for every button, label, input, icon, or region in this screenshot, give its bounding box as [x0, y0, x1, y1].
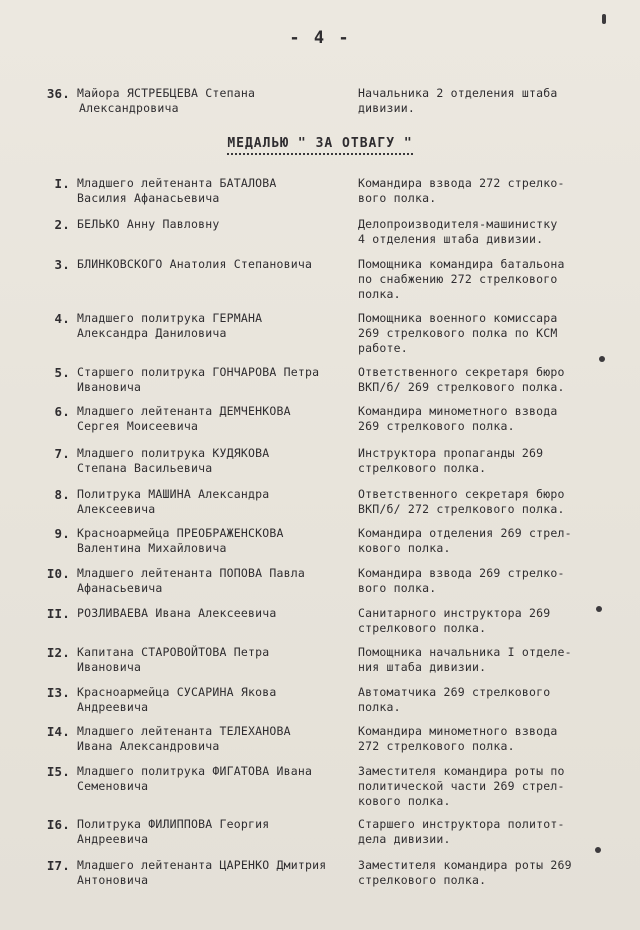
ink-mark	[595, 847, 601, 853]
ink-mark	[602, 14, 606, 24]
entry-role: Инструктора пропаганды 269 стрелкового полка.	[358, 446, 544, 475]
entry-role: Командира минометного взвода 269 стрелкового полка.	[358, 404, 558, 433]
entry-role: Санитарного инструктора 269 стрелкового полка.	[358, 606, 551, 635]
entry-name: Младшего лейтенанта ДЕМЧЕНКОВА Сергея Моисеевича	[77, 404, 291, 433]
entry-role: Ответственного секретаря бюро ВКП/б/ 272 стрелкового полка.	[358, 487, 565, 516]
entry-role: Делопроизводителя-машинистку 4 отделения штаба дивизии.	[358, 217, 558, 246]
entry-number: I3.	[46, 685, 70, 700]
entry-number: 2.	[54, 217, 70, 232]
entry-number: I5.	[46, 764, 70, 779]
entry-name: Младшего политрука ФИГАТОВА Ивана Семеновича	[77, 764, 313, 793]
entry-name: Младшего лейтенанта ПОПОВА Павла Афанасьевича	[77, 566, 305, 595]
entry-role: Помощника командира батальона по снабжению 272 стрелкового полка.	[358, 257, 565, 301]
entry-name: Капитана СТАРОВОЙТОВА Петра Ивановича	[77, 645, 270, 674]
entry-number: I6.	[46, 817, 70, 832]
entry-name: Политрука МАШИНА Александра Алексеевича	[77, 487, 270, 516]
entry-name: Младшего лейтенанта ЦАРЕНКО Дмитрия Антоновича	[77, 858, 327, 887]
entry-number: 9.	[54, 526, 70, 541]
entry-role: Командира отделения 269 стрел- кового полка.	[358, 526, 572, 555]
entry-role: Заместителя командира роты 269 стрелкового полка.	[358, 858, 572, 887]
entry-name: Младшего лейтенанта БАТАЛОВА Василия Афанасьевича	[77, 176, 277, 205]
entry-role: Автоматчика 269 стрелкового полка.	[358, 685, 551, 714]
entry-number: I0.	[46, 566, 70, 581]
section-title: МЕДАЛЬЮ " ЗА ОТВАГУ "	[0, 136, 640, 151]
entry-name: Младшего политрука ГЕРМАНА Александра Даниловича	[77, 311, 263, 340]
entry-name: Старшего политрука ГОНЧАРОВА Петра Ивановича	[77, 365, 320, 394]
entry-role: Начальника 2 отделения штаба дивизии.	[358, 86, 558, 115]
entry-name: БЛИНКОВСКОГО Анатолия Степановича	[77, 257, 313, 271]
entry-role: Командира минометного взвода 272 стрелкового полка.	[358, 724, 558, 753]
ink-mark	[599, 356, 605, 362]
entry-name: БЕЛЬКО Анну Павловну	[77, 217, 220, 231]
entry-number: I7.	[46, 858, 70, 873]
entry-role: Командира взвода 272 стрелко- вого полка.	[358, 176, 565, 205]
entry-role: Командира взвода 269 стрелко- вого полка.	[358, 566, 565, 595]
entry-number: I2.	[46, 645, 70, 660]
entry-name: Красноармейца СУСАРИНА Якова Андреевича	[77, 685, 277, 714]
entry-role: Старшего инструктора политот- дела дивизии.	[358, 817, 565, 846]
entry-name: РОЗЛИВАЕВА Ивана Алексеевича	[77, 606, 277, 620]
entry-number: 5.	[54, 365, 70, 380]
entry-role: Помощника начальника I отделе- ния штаба дивизии.	[358, 645, 572, 674]
page-number: - 4 -	[289, 28, 351, 48]
entry-number: 6.	[54, 404, 70, 419]
entry-name: Младшего политрука КУДЯКОВА Степана Васильевича	[77, 446, 270, 475]
entry-number: 7.	[54, 446, 70, 461]
entry-name: Майора ЯСТРЕБЦЕВА Степана Александровича	[77, 86, 256, 115]
entry-role: Заместителя командира роты по политической части 269 стрел- кового полка.	[358, 764, 565, 808]
entry-number: I4.	[46, 724, 70, 739]
entry-number: 4.	[54, 311, 70, 326]
entry-number: 8.	[54, 487, 70, 502]
entry-number: 36.	[46, 86, 70, 101]
entry-name: Красноармейца ПРЕОБРАЖЕНСКОВА Валентина Михайловича	[77, 526, 284, 555]
entry-role: Ответственного секретаря бюро ВКП/б/ 269 стрелкового полка.	[358, 365, 565, 394]
entry-number: 3.	[54, 257, 70, 272]
entry-name: Политрука ФИЛИППОВА Георгия Андреевича	[77, 817, 270, 846]
entry-name: Младшего лейтенанта ТЕЛЕХАНОВА Ивана Александровича	[77, 724, 291, 753]
entry-role: Помощника военного комиссара 269 стрелкового полка по КСМ работе.	[358, 311, 558, 355]
entry-number: I.	[54, 176, 70, 191]
ink-mark	[596, 606, 602, 612]
entry-number: II.	[46, 606, 70, 621]
